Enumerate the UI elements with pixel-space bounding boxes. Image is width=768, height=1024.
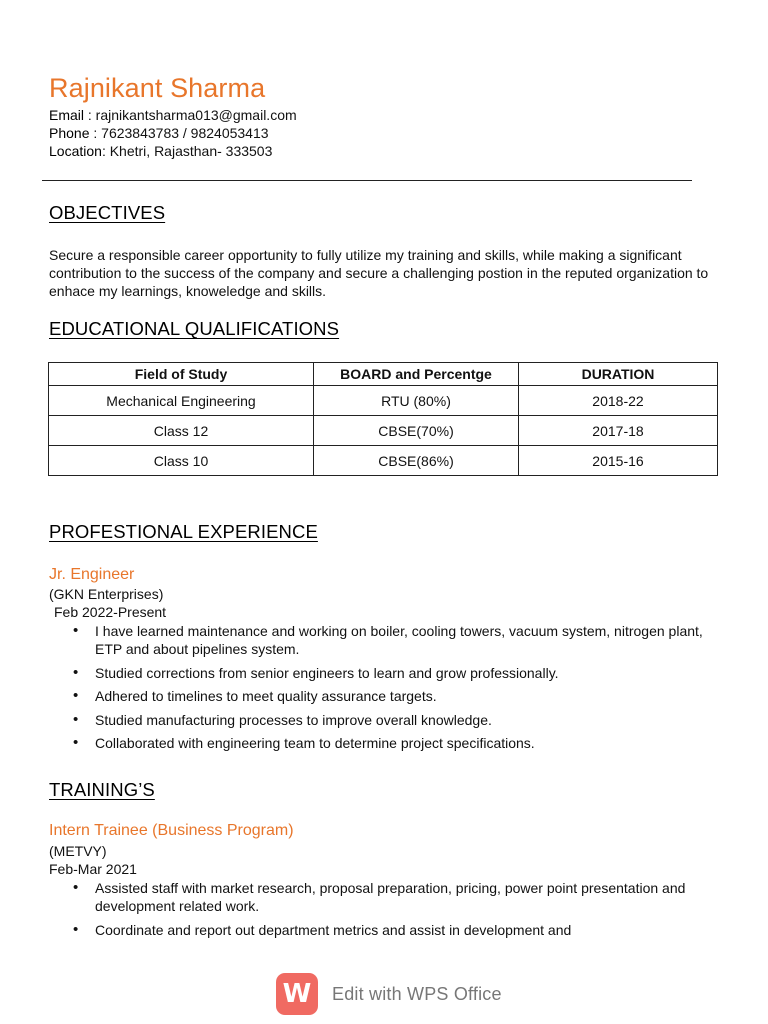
experience-role: Jr. Engineer (49, 566, 135, 583)
list-item: • Assisted staff with market research, proposal preparation, pricing, power point presentation and development related work. (49, 879, 709, 915)
training-dates: Feb-Mar 2021 (49, 861, 137, 877)
email-value[interactable]: : rajnikantsharma013@gmail.com (84, 107, 297, 123)
list-item: • Studied manufacturing processes to improve overall knowledge. (49, 711, 709, 729)
table-cell: 2018-22 (519, 386, 718, 416)
email-line (49, 106, 297, 124)
table-cell: Mechanical Engineering (49, 386, 314, 416)
header-divider (42, 180, 692, 181)
table-cell: Class 12 (49, 416, 314, 446)
experience-bullet-list (49, 622, 709, 758)
email-label: Email (49, 107, 85, 123)
column-header: Field of Study (49, 363, 314, 386)
table-cell: CBSE(86%) (314, 446, 519, 476)
wps-logo-glyph: W (282, 979, 312, 1009)
experience-heading: PROFESTIONAL EXPERIENCE (49, 521, 318, 542)
table-row (49, 416, 718, 446)
phone-value: : 7623843783 / 9824053413 (89, 125, 269, 141)
list-item: • Adhered to timelines to meet quality assurance targets. (49, 687, 709, 705)
objectives-heading: OBJECTIVES (49, 202, 166, 223)
list-item: • Coordinate and report out department metrics and assist in development and (49, 921, 709, 939)
education-table (48, 362, 718, 476)
phone-label: Phone (49, 125, 90, 141)
table-cell: RTU (80%) (314, 386, 519, 416)
table-cell: 2015-16 (519, 446, 718, 476)
training-company: (METVY) (49, 843, 107, 859)
wps-logo-icon (276, 973, 318, 1015)
objectives-text: Secure a responsible career opportunity to fully utilize my training and skills, while making a significant contribution to the success of the company and secure a challenging postion in the reputed organization to enhace my learnings, knoweledge and skills. (49, 247, 709, 299)
wps-edit-link[interactable]: Edit with WPS Office (332, 983, 502, 1004)
table-cell: Class 10 (49, 446, 314, 476)
location-value: : Khetri, Rajasthan- 333503 (101, 143, 273, 159)
experience-company: (GKN Enterprises) (49, 586, 164, 602)
training-bullet-list (49, 879, 709, 944)
training-role: Intern Trainee (Business Program) (49, 822, 294, 839)
table-row (49, 446, 718, 476)
experience-dates: Feb 2022-Present (54, 604, 167, 620)
table-cell: CBSE(70%) (314, 416, 519, 446)
table-header-row (49, 363, 718, 386)
list-item: • I have learned maintenance and working on boiler, cooling towers, vacuum system, nitrogen plant, ETP and about pipelines system. (49, 622, 709, 658)
table-row (49, 386, 718, 416)
list-item: • Collaborated with engineering team to determine project specifications. (49, 734, 709, 752)
table-cell: 2017-18 (519, 416, 718, 446)
wps-watermark[interactable] (276, 973, 502, 1015)
location-line (49, 142, 272, 160)
location-label: Location (49, 143, 102, 159)
candidate-name: Rajnikant Sharma (49, 73, 266, 103)
education-heading: EDUCATIONAL QUALIFICATIONS (49, 318, 340, 339)
training-heading: TRAINING’S (49, 779, 155, 800)
column-header: BOARD and Percentge (314, 363, 519, 386)
phone-line (49, 124, 269, 142)
list-item: • Studied corrections from senior engineers to learn and grow professionally. (49, 664, 709, 682)
column-header: DURATION (519, 363, 718, 386)
